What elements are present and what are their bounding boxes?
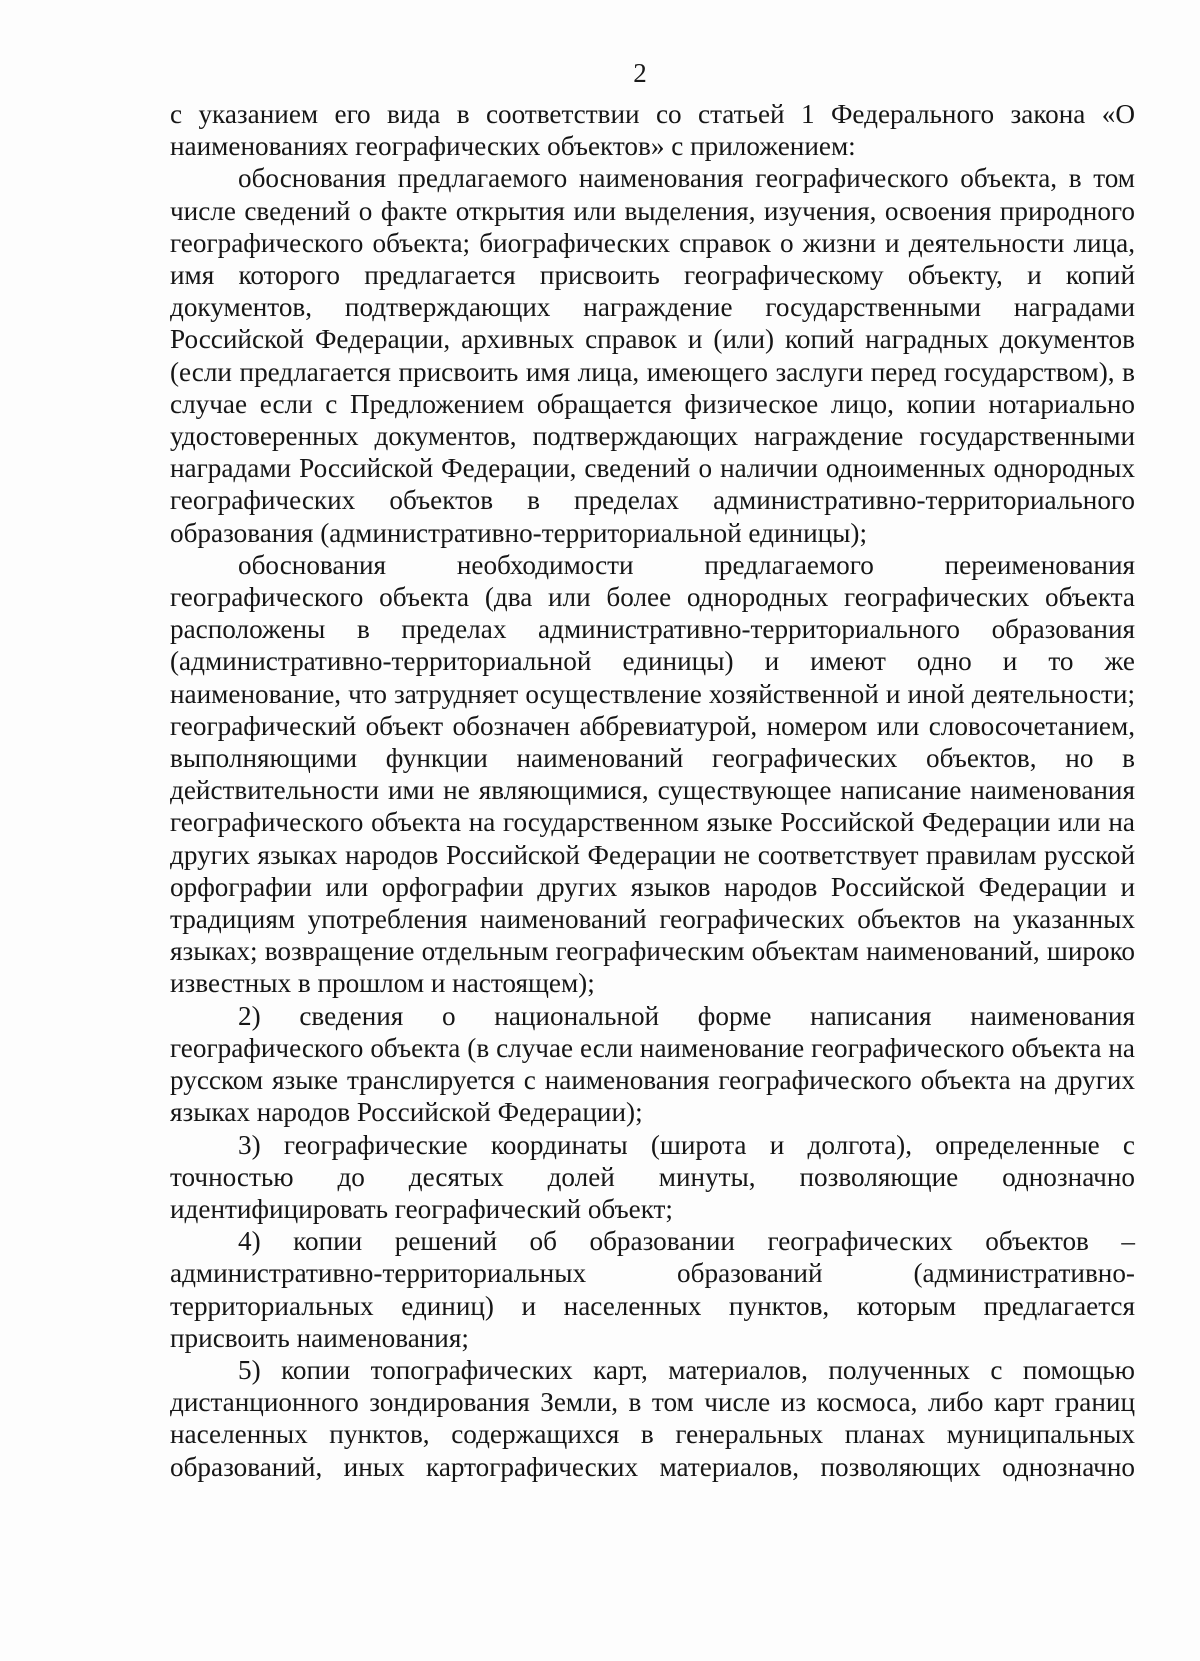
paragraph-item-2: 2) сведения о национальной форме написания наименования географического объекта (в случае если наименование географического объекта на русском языке транслируется с наименования географического объекта на других языках народов Российской Федерации); — [170, 1000, 1135, 1128]
document-body — [170, 98, 1135, 1483]
paragraph-justification-rename: обоснования необходимости предлагаемого переименования географического объекта (два или более однородных географических объекта расположены в пределах административно-территориального образования (административно-территориальной единицы) и имеют одно и то же наименование, что затрудняет осуществление хозяйственной и иной деятельности; географический объект обозначен аббревиатурой, номером или словосочетанием, выполняющими функции наименований географических объектов, но в действительности ими не являющимися, существующее написание наименования географического объекта на государственном языке Российской Федерации или на других языках народов Российской Федерации не соответствует правилам русской орфографии или орфографии других языков народов Российской Федерации и традициям употребления наименований географических объектов на указанных языках; возвращение отдельным географическим объектам наименований, широко известных в прошлом и настоящем); — [170, 549, 1135, 999]
paragraph-justification-name: обоснования предлагаемого наименования географического объекта, в том числе сведений о факте открытия или выделения, изучения, освоения природного географического объекта; биографических справок о жизни и деятельности лица, имя которого предлагается присвоить географическому объекту, и копий документов, подтверждающих награждение государственными наградами Российской Федерации, архивных справок и (или) копий наградных документов (если предлагается присвоить имя лица, имеющего заслуги перед государством), в случае если с Предложением обращается физическое лицо, копии нотариально удостоверенных документов, подтверждающих награждение государственными наградами Российской Федерации, сведений о наличии одноименных однородных географических объектов в пределах административно-территориального образования (административно-территориальной единицы); — [170, 163, 1135, 548]
paragraph-item-5: 5) копии топографических карт, материалов, полученных с помощью дистанционного зондирования Земли, в том числе из космоса, либо карт границ населенных пунктов, содержащихся в генеральных планах муниципальных образований, иных картографических материалов, позволяющих однозначно — [170, 1354, 1135, 1482]
paragraph-item-4: 4) копии решений об образовании географических объектов – административно-территориальных образований (административно-территориальных единиц) и населенных пунктов, которым предлагается присвоить наименования; — [170, 1226, 1135, 1353]
page-number: 2 — [633, 58, 647, 88]
paragraph-item-3: 3) географические координаты (широта и долгота), определенные с точностью до десятых долей минуты, позволяющие однозначно идентифицировать географический объект; — [170, 1129, 1135, 1224]
paragraph-intro: с указанием его вида в соответствии со статьей 1 Федерального закона «О наименованиях географических объектов» с приложением: — [170, 99, 1135, 162]
